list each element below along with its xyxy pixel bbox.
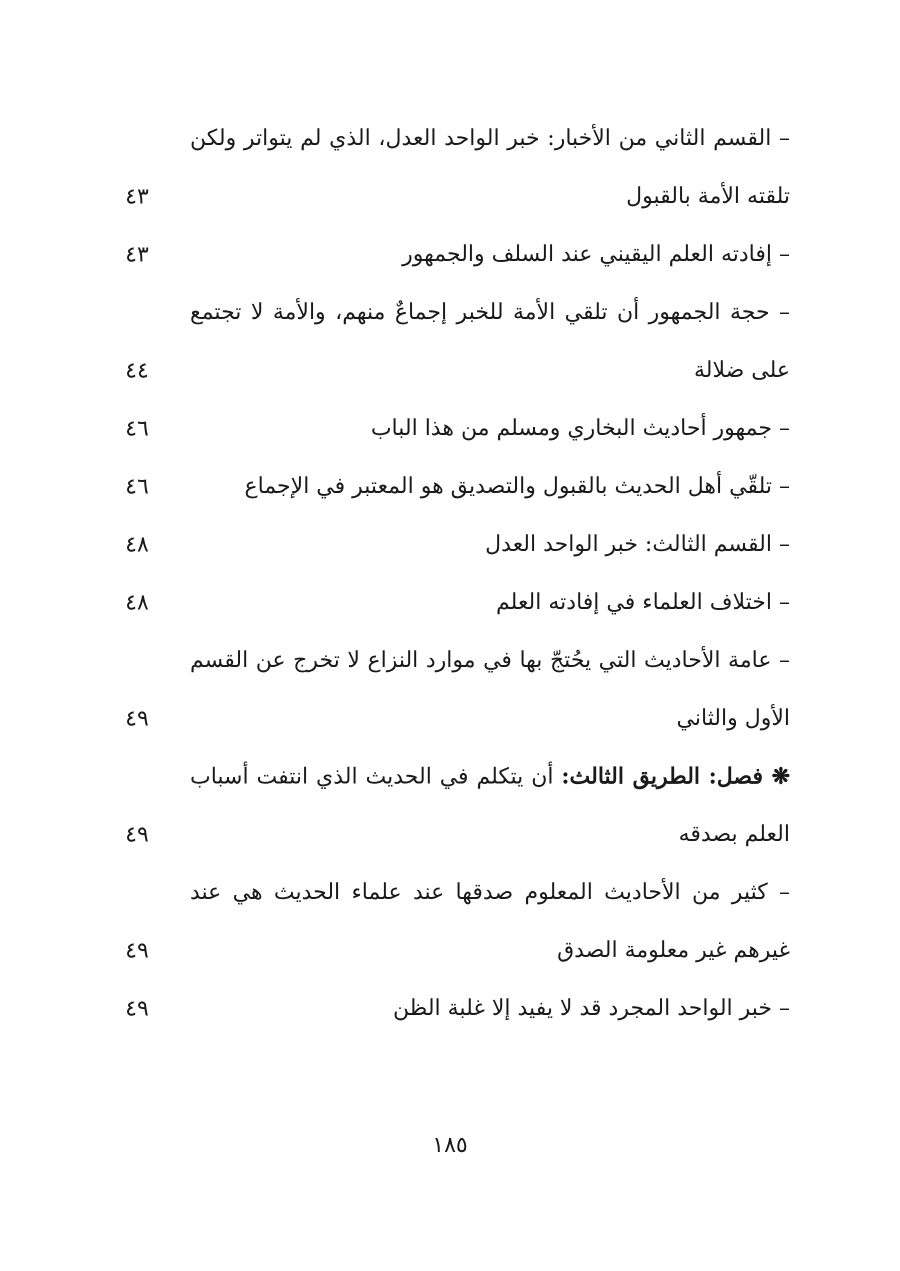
toc-page-number: ٤٩ [125, 822, 149, 848]
toc-line [0, 110, 900, 168]
toc-line [0, 284, 900, 342]
toc-page-number: ٤٦ [125, 416, 149, 442]
table-of-contents [0, 110, 900, 1038]
toc-page-number: ٤٦ [125, 474, 149, 500]
toc-page-number: ٤٣ [125, 184, 149, 210]
section-lead: ❋ فصل: الطريق الثالث: [561, 763, 790, 790]
toc-entry-text: – عامة الأحاديث التي يحُتجّ بها في موارد النزاع لا تخرج عن القسم [190, 647, 790, 673]
toc-line [0, 922, 900, 980]
toc-page-number: ٤٩ [125, 938, 149, 964]
toc-page-number: ٤٨ [125, 532, 149, 558]
toc-entry-text: – جمهور أحاديث البخاري ومسلم من هذا الباب [370, 415, 790, 441]
toc-line [0, 458, 900, 516]
toc-entry-text: غيرهم غير معلومة الصدق [557, 937, 790, 963]
toc-entry-text: – تلقّي أهل الحديث بالقبول والتصديق هو المعتبر في الإجماع [244, 473, 790, 499]
toc-entry-text: – اختلاف العلماء في إفادته العلم [496, 589, 790, 615]
toc-section-heading [190, 763, 790, 790]
toc-entry-text: – كثير من الأحاديث المعلوم صدقها عند علماء الحديث هي عند [190, 879, 790, 905]
toc-line [0, 690, 900, 748]
toc-line [0, 864, 900, 922]
toc-line [0, 168, 900, 226]
toc-entry-text: العلم بصدقه [678, 821, 790, 847]
toc-page-number: ٤٤ [125, 358, 149, 384]
toc-line [0, 632, 900, 690]
toc-line [0, 342, 900, 400]
toc-page-number: ٤٣ [125, 242, 149, 268]
toc-page-number: ٤٨ [125, 590, 149, 616]
toc-page-number: ٤٩ [125, 706, 149, 732]
toc-line [0, 400, 900, 458]
toc-entry-text: – خبر الواحد المجرد قد لا يفيد إلا غلبة الظن [393, 995, 790, 1021]
toc-line [0, 806, 900, 864]
toc-entry-text: الأول والثاني [676, 705, 790, 731]
toc-line [0, 980, 900, 1038]
toc-entry-text: – إفادته العلم اليقيني عند السلف والجمهور [402, 241, 790, 267]
toc-entry-text: – حجة الجمهور أن تلقي الأمة للخبر إجماعٌ منهم، والأمة لا تجتمع [190, 299, 790, 325]
toc-entry-text: – القسم الثاني من الأخبار: خبر الواحد العدل، الذي لم يتواتر ولكن [190, 125, 790, 151]
toc-line [0, 748, 900, 806]
toc-line [0, 574, 900, 632]
toc-page-number: ٤٩ [125, 996, 149, 1022]
toc-entry-text: – القسم الثالث: خبر الواحد العدل [485, 531, 790, 557]
section-heading-text: أن يتكلم في الحديث الذي انتفت أسباب [190, 764, 562, 790]
toc-line [0, 516, 900, 574]
toc-entry-text: على ضلالة [693, 357, 790, 383]
page-number: ١٨٥ [432, 1133, 468, 1158]
toc-entry-text: تلقته الأمة بالقبول [626, 183, 790, 209]
toc-line [0, 226, 900, 284]
